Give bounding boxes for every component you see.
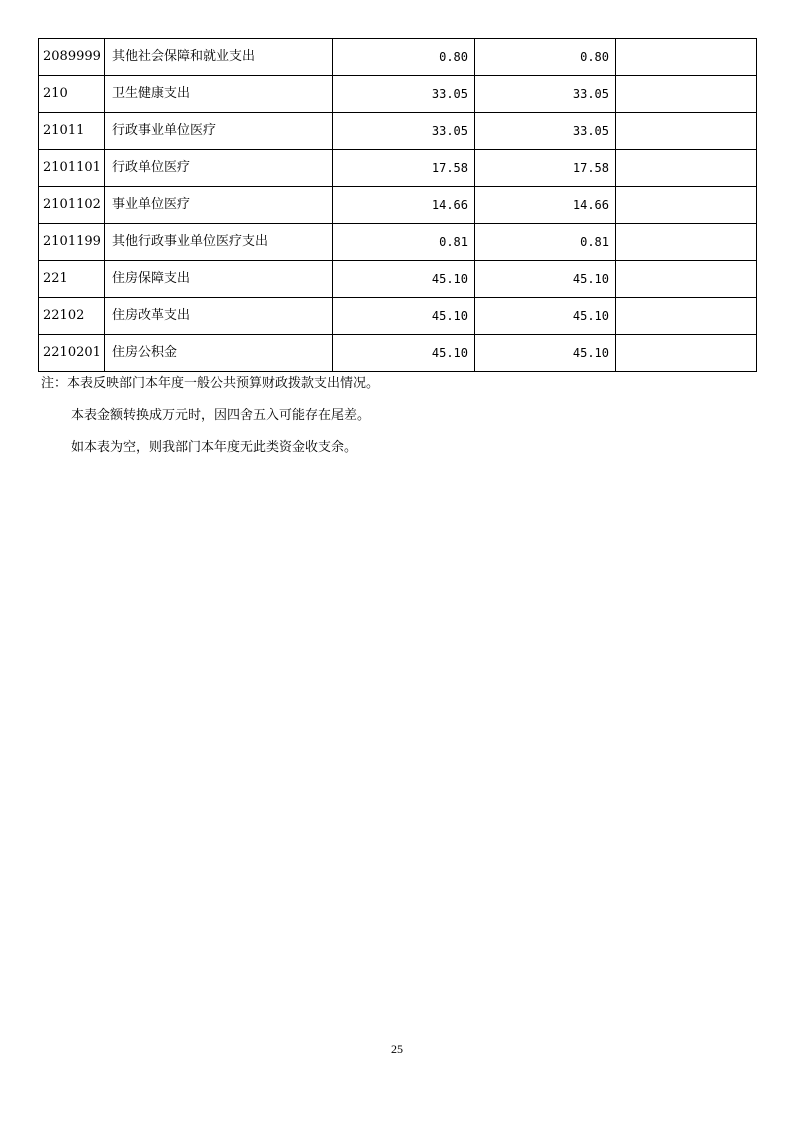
subject-code-cell: 2101101: [39, 150, 105, 187]
project-amount-cell: [616, 76, 757, 113]
table-row: [39, 113, 757, 150]
total-amount-cell: 45.10: [333, 335, 475, 372]
total-amount-cell: 45.10: [333, 298, 475, 335]
project-amount-cell: [616, 224, 757, 261]
subject-name-cell: 事业单位医疗: [105, 187, 333, 224]
subject-name-cell: 行政事业单位医疗: [105, 113, 333, 150]
total-amount-cell: 0.80: [333, 39, 475, 76]
project-amount-cell: [616, 298, 757, 335]
subject-code-cell: 221: [39, 261, 105, 298]
note-line: 本表金额转换成万元时，因四舍五入可能存在尾差。: [71, 408, 371, 423]
subject-code-cell: 2089999: [39, 39, 105, 76]
project-amount-cell: [616, 335, 757, 372]
basic-amount-cell: 0.80: [475, 39, 616, 76]
project-amount-cell: [616, 150, 757, 187]
project-amount-cell: [616, 113, 757, 150]
total-amount-cell: 33.05: [333, 113, 475, 150]
table-row: [39, 39, 757, 76]
subject-code-cell: 22102: [39, 298, 105, 335]
basic-amount-cell: 0.81: [475, 224, 616, 261]
subject-name-cell: 住房改革支出: [105, 298, 333, 335]
expenditure-table: [38, 38, 757, 372]
subject-name-cell: 住房公积金: [105, 335, 333, 372]
table-row: [39, 298, 757, 335]
table-notes: [41, 373, 741, 469]
basic-amount-cell: 33.05: [475, 113, 616, 150]
page-number: 25: [391, 1042, 403, 1056]
basic-amount-cell: 45.10: [475, 335, 616, 372]
subject-name-cell: 其他行政事业单位医疗支出: [105, 224, 333, 261]
project-amount-cell: [616, 261, 757, 298]
total-amount-cell: 45.10: [333, 261, 475, 298]
basic-amount-cell: 33.05: [475, 76, 616, 113]
total-amount-cell: 33.05: [333, 76, 475, 113]
note-line: 如本表为空，则我部门本年度无此类资金收支余。: [71, 440, 358, 455]
basic-amount-cell: 17.58: [475, 150, 616, 187]
table-row: [39, 261, 757, 298]
subject-code-cell: 210: [39, 76, 105, 113]
basic-amount-cell: 45.10: [475, 298, 616, 335]
table-row: [39, 187, 757, 224]
table-row: [39, 76, 757, 113]
basic-amount-cell: 14.66: [475, 187, 616, 224]
total-amount-cell: 17.58: [333, 150, 475, 187]
subject-code-cell: 2210201: [39, 335, 105, 372]
subject-name-cell: 卫生健康支出: [105, 76, 333, 113]
total-amount-cell: 14.66: [333, 187, 475, 224]
table-row: [39, 150, 757, 187]
subject-code-cell: 2101199: [39, 224, 105, 261]
subject-name-cell: 其他社会保障和就业支出: [105, 39, 333, 76]
table-row: [39, 335, 757, 372]
subject-code-cell: 2101102: [39, 187, 105, 224]
total-amount-cell: 0.81: [333, 224, 475, 261]
note-line: 注：本表反映部门本年度一般公共预算财政拨款支出情况。: [41, 376, 380, 391]
subject-name-cell: 行政单位医疗: [105, 150, 333, 187]
project-amount-cell: [616, 187, 757, 224]
subject-name-cell: 住房保障支出: [105, 261, 333, 298]
project-amount-cell: [616, 39, 757, 76]
subject-code-cell: 21011: [39, 113, 105, 150]
basic-amount-cell: 45.10: [475, 261, 616, 298]
table-row: [39, 224, 757, 261]
